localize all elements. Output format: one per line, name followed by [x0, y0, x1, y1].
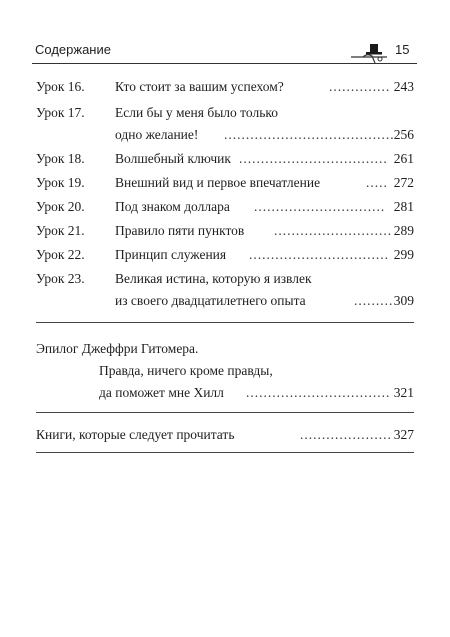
entry-page: 243 [393, 79, 414, 94]
lesson-title: Принцип служения [115, 247, 227, 262]
leader-dots: ..... [366, 175, 388, 190]
lesson-title: Под знаком доллара [115, 199, 230, 214]
page-number: 15 [395, 42, 410, 57]
lesson-title: Если бы у меня было только [115, 105, 278, 120]
entry-page: 256 [393, 127, 414, 142]
lesson-title: Великая истина, которую я извлек [115, 271, 312, 286]
entry-page: 327 [393, 427, 414, 442]
toc-entry-continuation [36, 360, 414, 382]
entry-page: 281 [393, 199, 414, 214]
toc-entry-books [36, 424, 414, 446]
toc-entry [36, 148, 414, 170]
entry-page: 272 [393, 175, 414, 190]
books-title: Книги, которые следует прочитать [36, 427, 235, 442]
lesson-number: Урок 16. [36, 79, 85, 94]
lesson-title: Кто стоит за вашим успехом? [115, 79, 284, 94]
toc-entry-epilogue [36, 338, 414, 360]
leader-dots: ..................... [300, 427, 392, 442]
lesson-number: Урок 19. [36, 175, 85, 190]
lesson-title-line-2: из своего двадцатилетнего опыта [115, 293, 306, 308]
toc-entry-continuation [36, 124, 414, 146]
lesson-number: Урок 18. [36, 151, 85, 166]
toc-entry-continuation [36, 382, 414, 404]
toc-entry [36, 244, 414, 266]
leader-dots: ......... [354, 293, 394, 308]
lesson-number: Урок 20. [36, 199, 85, 214]
leader-dots: ....................................... [224, 127, 395, 142]
leader-dots: .................................. [239, 151, 388, 166]
lesson-number: Урок 22. [36, 247, 85, 262]
lesson-number: Урок 21. [36, 223, 85, 238]
running-header-title: Содержание [35, 42, 111, 57]
leader-dots: .............. [329, 79, 391, 94]
section-divider [36, 452, 414, 453]
entry-page: 321 [393, 385, 414, 400]
leader-dots: .............................. [254, 199, 386, 214]
section-divider [36, 322, 414, 323]
lesson-number: Урок 17. [36, 105, 85, 120]
section-divider [36, 412, 414, 413]
toc-entry [36, 76, 414, 98]
toc-entry-continuation [36, 290, 414, 312]
entry-page: 309 [393, 293, 414, 308]
lesson-number: Урок 23. [36, 271, 85, 286]
toc-entry [36, 268, 414, 290]
lesson-title: Правило пяти пунктов [115, 223, 245, 238]
epilogue-subtitle-line-2: да поможет мне Хилл [99, 385, 224, 400]
epilogue-subtitle-line-1: Правда, ничего кроме правды, [99, 363, 273, 378]
toc-entry [36, 172, 414, 194]
lesson-title-line-2: одно желание! [115, 127, 199, 142]
lesson-title: Внешний вид и первое впечатление [115, 175, 321, 190]
entry-page: 299 [393, 247, 414, 262]
toc-entry [36, 102, 414, 124]
toc-entry [36, 196, 414, 218]
epilogue-title: Эпилог Джеффри Гитомера. [36, 341, 199, 356]
lesson-title: Волшебный ключик [115, 151, 231, 166]
leader-dots: ................................. [246, 385, 391, 400]
top-hat-logo-icon [349, 41, 389, 65]
header-rule [32, 63, 417, 64]
toc-entry [36, 220, 414, 242]
leader-dots: ................................ [249, 247, 389, 262]
leader-dots: ........................... [274, 223, 393, 238]
entry-page: 261 [393, 151, 414, 166]
entry-page: 289 [393, 223, 414, 238]
